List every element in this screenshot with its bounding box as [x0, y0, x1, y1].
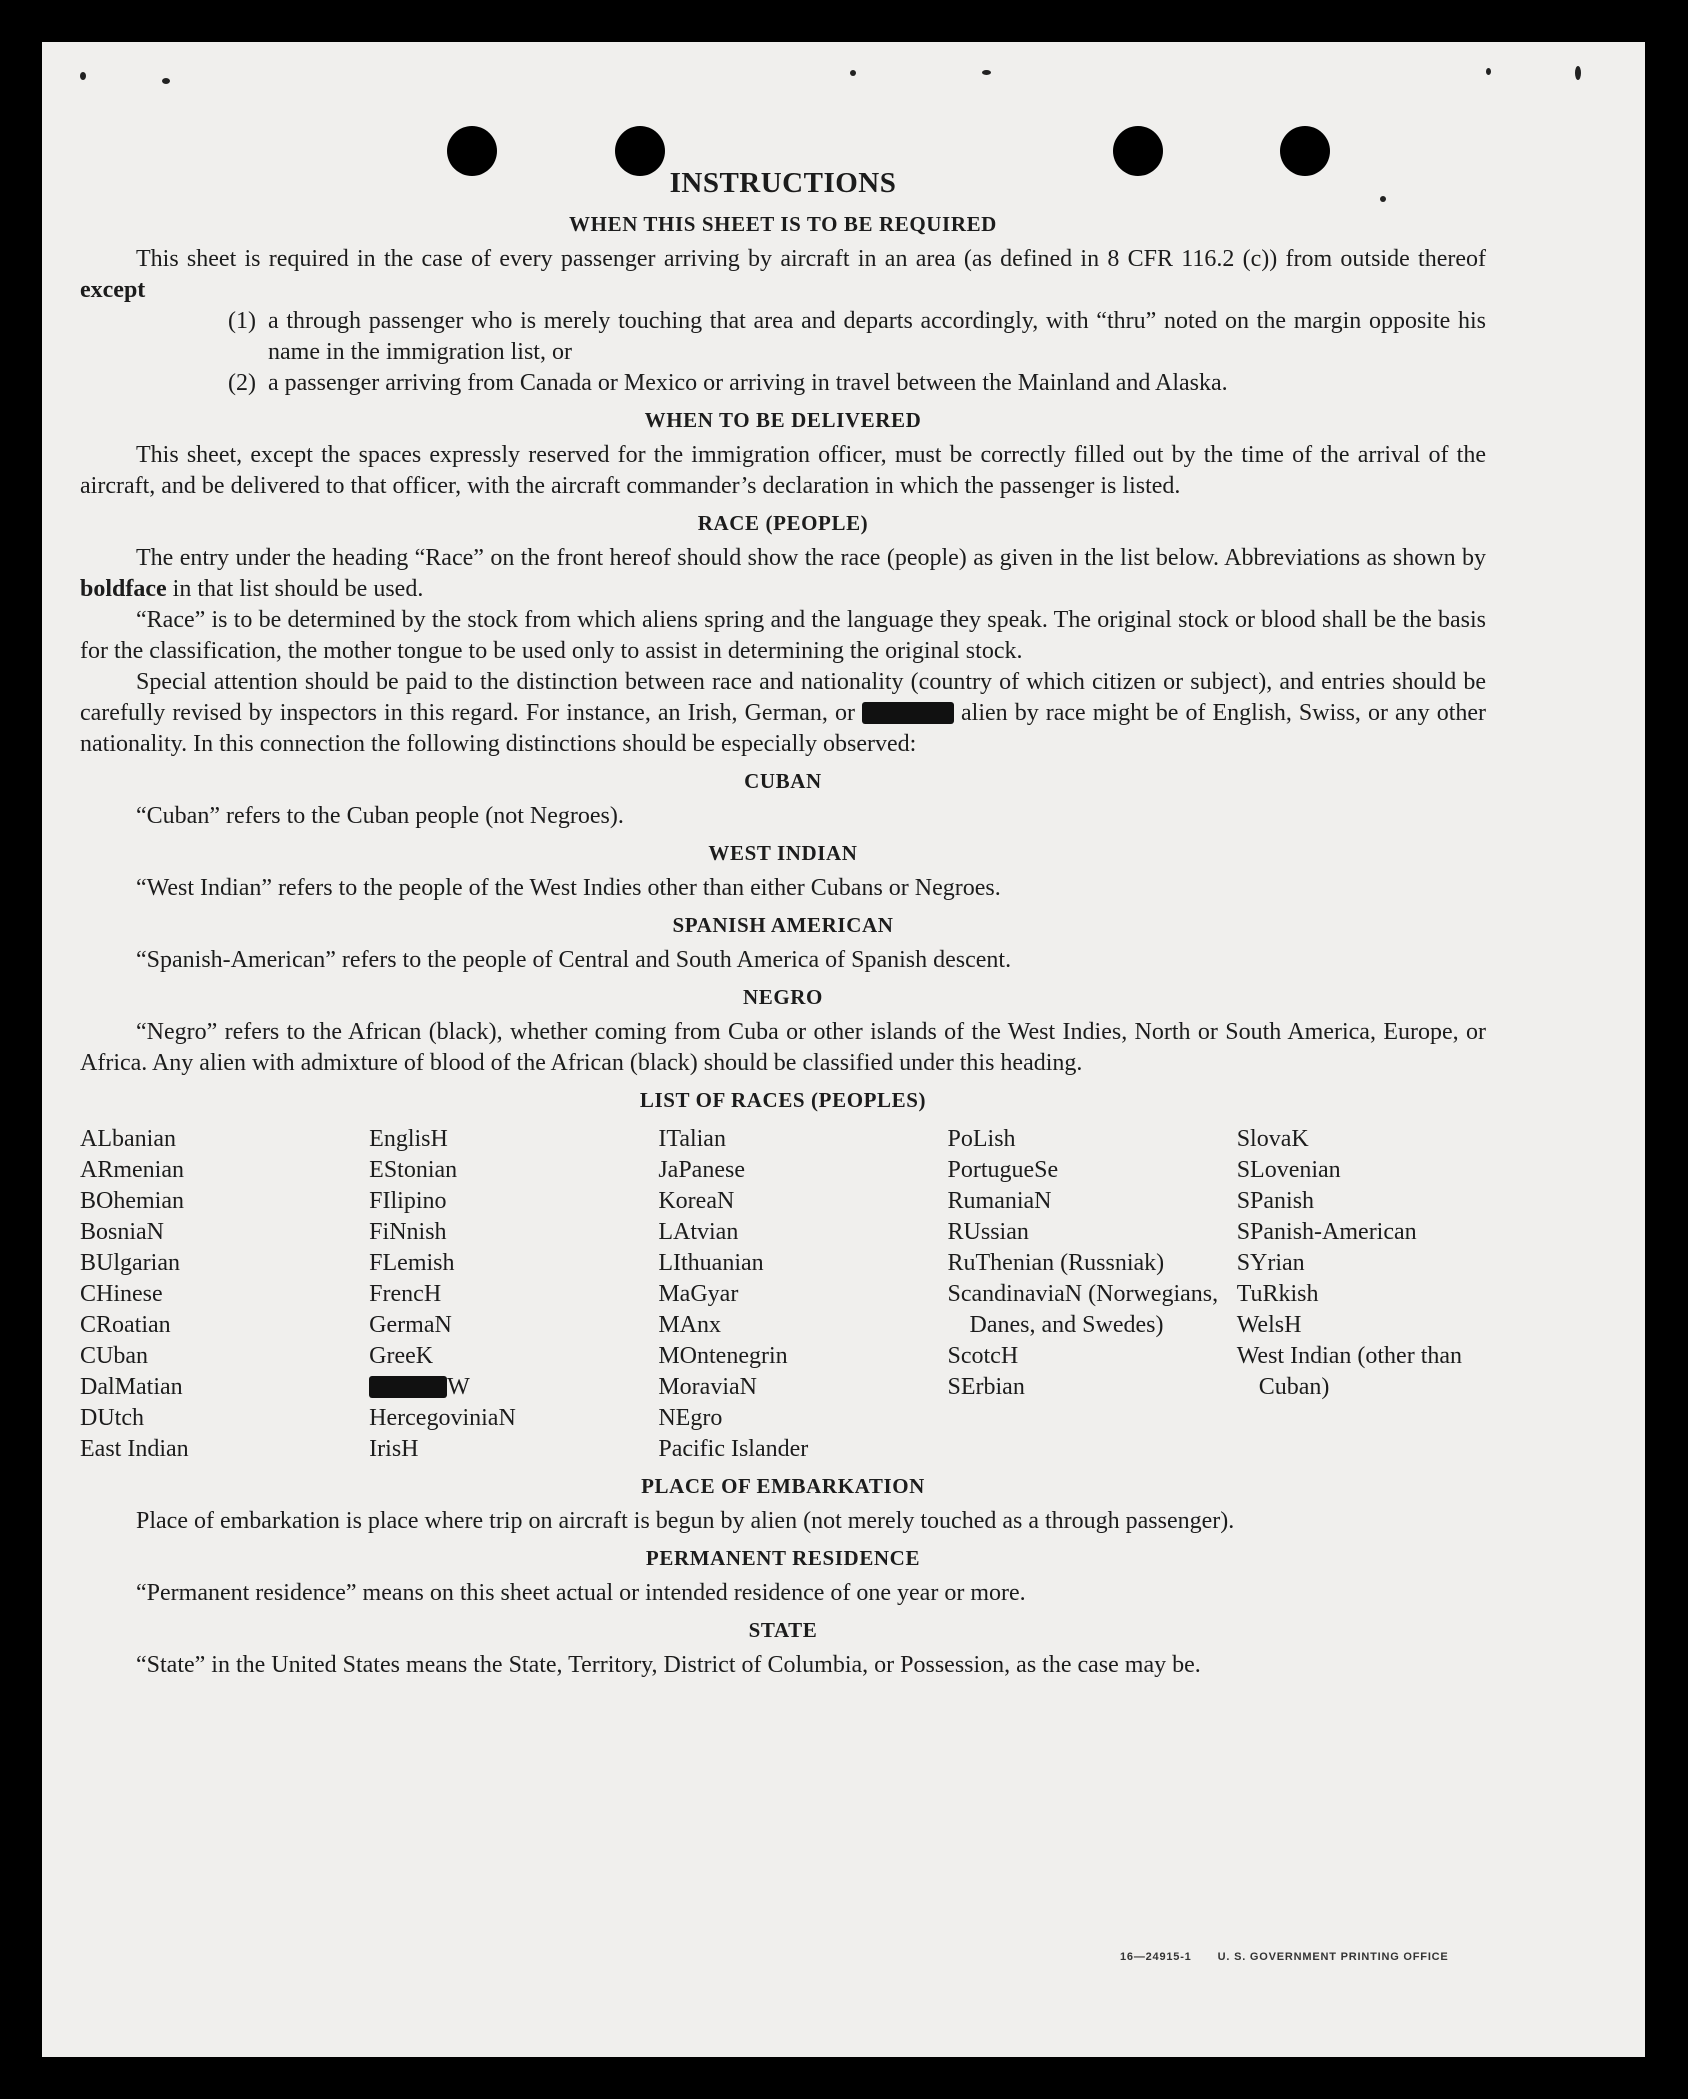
race-entry: BOhemian: [80, 1188, 184, 1214]
scan-speck: [1575, 66, 1581, 80]
instructions-content: [80, 168, 1486, 1681]
race-entry: BUlgarian: [80, 1250, 180, 1276]
heading-embarkation: PLACE OF EMBARKATION: [641, 1474, 925, 1498]
exception-number: (2): [228, 370, 256, 396]
scan-speck: [162, 78, 170, 84]
race-entry: IrisH: [369, 1436, 419, 1462]
race-entry: SErbian: [947, 1374, 1025, 1400]
heading-spanish-american: SPANISH AMERICAN: [672, 913, 894, 937]
race-entry: RUssian: [947, 1219, 1029, 1245]
race-entry: TuRkish: [1236, 1281, 1319, 1307]
race-entry: CHinese: [80, 1281, 163, 1307]
race-column: [80, 1124, 369, 1465]
paragraph-spanish-american: “Spanish-American” refers to the people of Central and South America of Spanish descent.: [136, 947, 1012, 973]
race-entry: SLovenian: [1236, 1157, 1341, 1183]
race-entry: FiNnish: [369, 1219, 447, 1245]
race-entry: NEgro: [658, 1405, 723, 1431]
paragraph-race-1: [80, 543, 1486, 605]
race-p1-text-end: in that list should be used.: [172, 576, 424, 602]
scan-speck: [80, 72, 86, 80]
heading-list-of-races: LIST OF RACES (PEOPLES): [639, 1088, 927, 1112]
race-entry: BosniaN: [80, 1219, 164, 1245]
heading-race: RACE (PEOPLE): [697, 511, 869, 535]
except-bold: except: [80, 277, 146, 303]
race-column: [948, 1124, 1237, 1465]
race-entry: East Indian: [80, 1436, 189, 1462]
heading-west-indian: WEST INDIAN: [708, 841, 858, 865]
print-footer: [1120, 1951, 1475, 1963]
page-title: INSTRUCTIONS: [669, 167, 897, 199]
race-entry: ScandinaviaN (Norwegians, Danes, and Swedes): [947, 1281, 1219, 1338]
race-entry: ARmenian: [80, 1157, 184, 1183]
race-entry: CUban: [80, 1343, 148, 1369]
race-p1-text: The entry under the heading “Race” on the front hereof should show the race (people) as given in the list below. Abbreviations as shown by: [136, 545, 1486, 571]
race-entry: GreeK: [369, 1343, 434, 1369]
paragraph-state: “State” in the United States means the State, Territory, District of Columbia, or Possession, as the case may be.: [136, 1652, 1201, 1678]
race-entry: KoreaN: [658, 1188, 735, 1214]
race-entry: SPanish-American: [1236, 1219, 1417, 1245]
race-entry: GermaN: [369, 1312, 452, 1338]
printer-credit: U. S. GOVERNMENT PRINTING OFFICE: [1217, 1951, 1449, 1963]
race-entry: JaPanese: [658, 1157, 745, 1183]
race-entry: WelsH: [1236, 1312, 1302, 1338]
paragraph-when-delivered: This sheet, except the spaces expressly reserved for the immigration officer, must be correctly filled out by the time of the arrival of the aircraft, and be delivered to that officer, with the aircraft commander’s declaration in which the passenger is listed.: [80, 442, 1486, 499]
race-column: [658, 1124, 947, 1465]
race-entry: EStonian: [369, 1157, 458, 1183]
race-entry: Pacific Islander: [658, 1436, 809, 1462]
race-entry: ScotcH: [947, 1343, 1019, 1369]
race-entry: FLemish: [369, 1250, 455, 1276]
paragraph-race-3: [80, 667, 1486, 760]
race-entry: MAnx: [658, 1312, 722, 1338]
race-entry: RumaniaN: [947, 1188, 1052, 1214]
race-entry: EnglisH: [369, 1126, 448, 1152]
race-entry: PortugueSe: [947, 1157, 1059, 1183]
exception-number: (1): [228, 308, 256, 334]
race-entry: SYrian: [1236, 1250, 1305, 1276]
heading-when-required: WHEN THIS SHEET IS TO BE REQUIRED: [569, 212, 997, 236]
paragraph-cuban: “Cuban” refers to the Cuban people (not Negroes).: [136, 803, 624, 829]
scan-speck: [982, 70, 991, 75]
when-required-intro: This sheet is required in the case of every passenger arriving by aircraft in an area (as defined in 8 CFR 116.2 (c)) from outside thereof: [136, 246, 1486, 272]
race-entry: CRoatian: [80, 1312, 171, 1338]
paragraph-race-2: “Race” is to be determined by the stock from which aliens spring and the language they speak. The original stock or blood shall be the basis for the classification, the mother tongue to be used only to assist in determining the original stock.: [80, 607, 1486, 664]
race-entry: SPanish: [1236, 1188, 1315, 1214]
redaction-mark: [369, 1376, 447, 1398]
race-entry: [369, 1372, 658, 1403]
race-entry: MOntenegrin: [658, 1343, 788, 1369]
race-entry: DalMatian: [80, 1374, 183, 1400]
race-entry: SlovaK: [1236, 1126, 1309, 1152]
heading-cuban: CUBAN: [744, 769, 822, 793]
race-list: [80, 1124, 1486, 1465]
race-entry: FIlipino: [369, 1188, 447, 1214]
paragraph-west-indian: “West Indian” refers to the people of the West Indies other than either Cubans or Negroes.: [136, 875, 1001, 901]
exception-text: a through passenger who is merely touching that area and departs accordingly, with “thru” noted on the margin opposite his name in the immigration list, or: [268, 308, 1486, 365]
scan-speck: [850, 70, 856, 76]
race-entry: MoraviaN: [658, 1374, 757, 1400]
form-number: 16—24915-1: [1120, 1951, 1192, 1963]
heading-permanent-residence: PERMANENT RESIDENCE: [645, 1546, 921, 1570]
paragraph-negro: “Negro” refers to the African (black), whether coming from Cuba or other islands of the West Indies, North or South America, Europe, or Africa. Any alien with admixture of blood of the African (black) should be classified under this heading.: [80, 1019, 1486, 1076]
race-entry: RuThenian (Russniak): [947, 1250, 1165, 1276]
heading-when-delivered: WHEN TO BE DELIVERED: [644, 408, 922, 432]
paragraph-when-required: [80, 244, 1486, 306]
race-entry: LIthuanian: [658, 1250, 764, 1276]
exception-text: a passenger arriving from Canada or Mexico or arriving in travel between the Mainland and Alaska.: [268, 370, 1228, 396]
race-entry: MaGyar: [658, 1281, 739, 1307]
exception-item: [80, 368, 1486, 399]
heading-negro: NEGRO: [742, 985, 823, 1009]
race-entry: PoLish: [947, 1126, 1016, 1152]
race-entry: DUtch: [80, 1405, 144, 1431]
paragraph-permanent-residence: “Permanent residence” means on this sheet actual or intended residence of one year or more.: [136, 1580, 1026, 1606]
race-p3-text-end: alien by race might be of English, Swiss, or any other nationality. In this connection the following distinctions should be especially observed:: [80, 700, 1487, 757]
race-column: [1237, 1124, 1486, 1465]
race-entry-text: W: [447, 1374, 470, 1400]
scan-speck: [1486, 68, 1491, 75]
race-entry: FrencH: [369, 1281, 442, 1307]
boldface-bold: boldface: [80, 576, 167, 602]
race-entry: HercegoviniaN: [369, 1405, 516, 1431]
race-entry: LAtvian: [658, 1219, 739, 1245]
paragraph-embarkation: Place of embarkation is place where trip on aircraft is begun by alien (not merely touched as a through passenger).: [136, 1508, 1235, 1534]
race-entry: ALbanian: [80, 1126, 176, 1152]
heading-state: STATE: [748, 1618, 818, 1642]
race-entry: West Indian (other than Cuban): [1236, 1343, 1463, 1400]
race-p3-text: Special attention should be paid to the distinction between race and nationality (country of which citizen or subject), and entries should be carefully revised by inspectors in this regard. For instance, an Irish, German, or: [80, 669, 1486, 726]
race-column: [369, 1124, 658, 1465]
redaction-mark: [862, 702, 954, 724]
race-entry: ITalian: [658, 1126, 726, 1152]
exception-item: [80, 306, 1486, 368]
